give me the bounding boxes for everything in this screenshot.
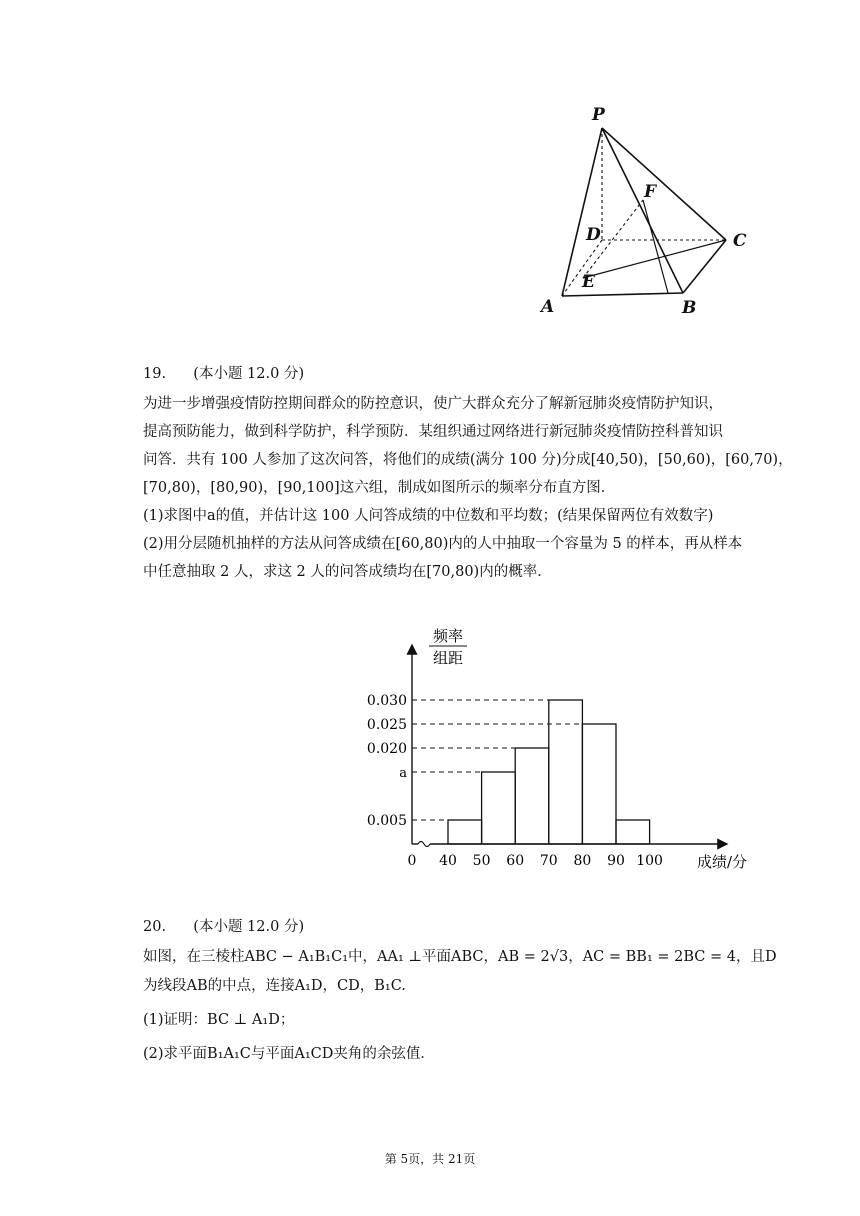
y-tick-label: 0.030 bbox=[366, 693, 407, 709]
pyramid-figure bbox=[530, 100, 760, 325]
y-axis-label-bottom: 组距 bbox=[432, 649, 464, 667]
label-F: F bbox=[644, 182, 657, 202]
x-tick-label: 50 bbox=[472, 853, 491, 869]
frequency-histogram bbox=[355, 620, 765, 875]
label-P: P bbox=[592, 105, 605, 125]
x-tick-label: 60 bbox=[506, 853, 525, 869]
page-footer: 第 5页，共 21页 bbox=[384, 1152, 476, 1166]
q20-score: (本小题 12.0 分) bbox=[193, 919, 305, 935]
edge-AB bbox=[562, 293, 683, 296]
histogram-bar bbox=[549, 700, 583, 844]
edge-PC bbox=[602, 128, 726, 240]
histogram-bar bbox=[482, 772, 516, 844]
x-tick-label: 0 bbox=[407, 853, 417, 869]
x-tick-label: 40 bbox=[439, 853, 457, 869]
histogram-bar bbox=[448, 820, 482, 844]
label-A: A bbox=[541, 297, 555, 317]
x-tick-label: 80 bbox=[573, 853, 592, 869]
x-axis-label: 成绩/分 bbox=[696, 853, 748, 871]
q20-line-4: (2)求平面B₁A₁C与平面A₁CD夹角的余弦值． bbox=[143, 1046, 435, 1062]
q20-line-1: 如图，在三棱柱ABC − A₁B₁C₁中，AA₁ ⊥平面ABC，AB = 2√3，AC = BB₁ = 2BC = 4，且D bbox=[143, 949, 777, 965]
q19-score: (本小题 12.0 分) bbox=[193, 366, 305, 382]
label-D: D bbox=[586, 225, 601, 245]
y-axis-label-top: 频率 bbox=[432, 627, 464, 645]
histogram-bar bbox=[515, 748, 549, 844]
y-tick-label: a bbox=[399, 766, 407, 781]
x-tick-label: 100 bbox=[636, 853, 663, 869]
y-tick-label: 0.020 bbox=[366, 741, 407, 757]
y-tick-label: 0.025 bbox=[366, 717, 407, 733]
q19-line-7: 中任意抽取 2 人，求这 2 人的问答成绩均在[70,80)内的概率． bbox=[143, 564, 552, 580]
x-axis-break bbox=[418, 842, 430, 847]
x-tick-label: 90 bbox=[607, 853, 625, 869]
x-tick-label: 70 bbox=[539, 853, 558, 869]
q19-line-5: (1)求图中a的值，并估计这 100 人问答成绩的中位数和平均数；(结果保留两位有效数字) bbox=[143, 508, 714, 524]
edge-EC bbox=[583, 240, 726, 278]
q20-number: 20. bbox=[143, 919, 167, 935]
q19-header bbox=[143, 362, 304, 383]
q19-line-2: 提高预防能力，做到科学防护，科学预防．某组织通过网络进行新冠肺炎疫情防控科普知识 bbox=[143, 424, 723, 440]
label-B: B bbox=[682, 298, 697, 318]
label-E: E bbox=[582, 272, 595, 292]
label-C: C bbox=[733, 231, 747, 251]
edge-PB bbox=[602, 128, 683, 293]
edge-FE-solid bbox=[643, 200, 668, 293]
q19-line-6: (2)用分层随机抽样的方法从问答成绩在[60,80)内的人中抽取一个容量为 5 的样本，再从样本 bbox=[143, 536, 743, 552]
histogram-bar bbox=[582, 724, 616, 844]
q19-line-3: 问答．共有 100 人参加了这次问答，将他们的成绩(满分 100 分)分成[40,50)，[50,60)，[60,70)， bbox=[143, 452, 793, 468]
q19-line-1: 为进一步增强疫情防控期间群众的防控意识，使广大群众充分了解新冠肺炎疫情防护知识， bbox=[143, 396, 723, 412]
edge-BC bbox=[683, 240, 726, 293]
histogram-bar bbox=[616, 820, 650, 844]
y-tick-label: 0.005 bbox=[366, 813, 407, 829]
q19-number: 19. bbox=[143, 366, 167, 382]
q19-line-4: [70,80)，[80,90)，[90,100]这六组，制成如图所示的频率分布直方图． bbox=[143, 480, 616, 496]
q20-line-2: 为线段AB的中点，连接A₁D，CD，B₁C. bbox=[143, 978, 406, 994]
edge-PA bbox=[562, 128, 602, 296]
q20-line-3: (1)证明：BC ⊥ A₁D； bbox=[143, 1012, 295, 1028]
q20-header bbox=[143, 915, 304, 936]
